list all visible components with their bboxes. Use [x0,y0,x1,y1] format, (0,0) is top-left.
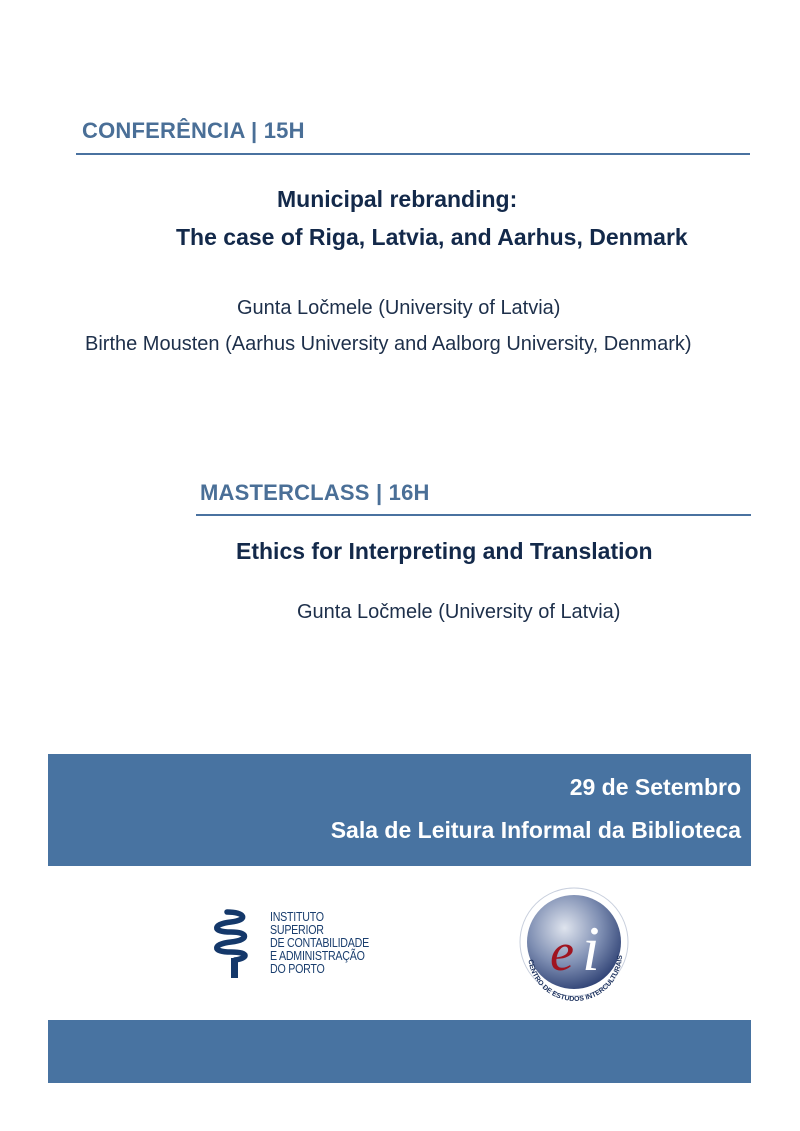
conferencia-speaker-1: Gunta Ločmele (University of Latvia) [237,297,561,319]
conferencia-title-line2: The case of Riga, Latvia, and Aarhus, Denmark [176,224,688,250]
iscap-line-1: INSTITUTO [270,909,324,924]
cei-emblem-icon [512,884,637,1009]
cei-letters: e [550,922,574,982]
event-location: Sala de Leitura Informal da Biblioteca [330,817,741,843]
masterclass-speaker: Gunta Ločmele (University of Latvia) [297,601,621,623]
event-date: 29 de Setembro [569,774,741,800]
conferencia-divider [76,153,750,155]
iscap-logo [205,908,375,982]
masterclass-divider [196,514,751,516]
svg-text:i: i [582,913,600,984]
iscap-emblem-icon [205,908,257,980]
iscap-line-5: DO PORTO [270,961,325,976]
iscap-line-4: E ADMINISTRAÇÃO [270,948,365,963]
conferencia-title-line1: Municipal rebranding: [277,186,518,212]
iscap-line-3: DE CONTABILIDADE [270,935,369,950]
masterclass-title: Ethics for Interpreting and Translation [236,538,653,564]
masterclass-heading: MASTERCLASS | 16H [200,480,430,505]
cei-ring-text: CENTRO DE ESTUDOS INTERCULTURAIS [526,954,625,1004]
conferencia-heading: CONFERÊNCIA | 15H [82,118,305,143]
iscap-line-2: SUPERIOR [270,922,324,937]
event-info-band [48,754,751,866]
conferencia-speaker-2: Birthe Mousten (Aarhus University and Aalborg University, Denmark) [85,333,692,355]
bottom-band [48,1020,751,1083]
cei-logo [512,884,637,1009]
